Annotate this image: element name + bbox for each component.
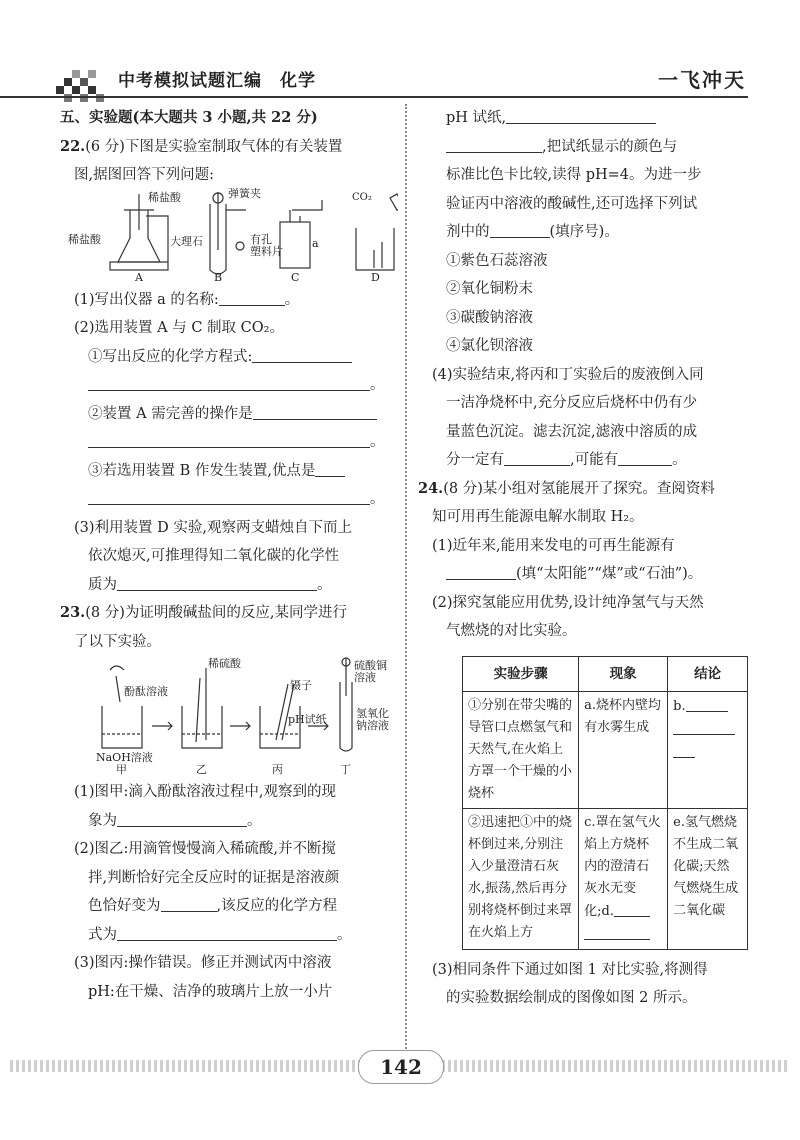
page-number: 142	[358, 1050, 444, 1084]
fig23-label-phenol: 酚酞溶液	[124, 685, 168, 698]
blank	[88, 431, 370, 448]
q24-number: 24.	[418, 479, 444, 497]
blank	[219, 289, 285, 306]
q23-part3-2: pH:在干燥、洁净的玻璃片上放一小片	[88, 983, 333, 1000]
table-cell: a.烧杯内壁均有水雾生成	[579, 691, 668, 808]
blank	[446, 136, 542, 153]
q22-part2-2: ②装置 A 需完善的操作是	[60, 400, 398, 429]
q23-part2-2: 拌,判断恰好完全反应时的证据是溶液颜	[88, 869, 340, 886]
fig22-label-C: C	[291, 270, 300, 284]
fig22-label-hcl-top: 稀盐酸	[148, 190, 181, 204]
q23-part2-3: 色恰好变为 ,该反应的化学方程	[60, 892, 398, 921]
q22-number: 22.	[60, 137, 86, 155]
fig23-label-naoh: NaOH溶液	[96, 751, 153, 764]
blank	[252, 346, 352, 363]
table-cell: c.罩在氢气火焰上方烧杯内的澄清石灰水无变化;d.	[579, 808, 668, 949]
blank	[618, 449, 672, 466]
q23-number: 23.	[60, 604, 86, 621]
q22-part2-3-cont: 。	[60, 485, 398, 514]
table-header-row	[463, 656, 748, 691]
q22-part2-3: ③若选用装置 B 作发生装置,优点是	[60, 457, 398, 486]
header-title: 中考模拟试题汇编 化学	[118, 71, 316, 91]
left-column	[60, 104, 398, 1006]
blank	[673, 741, 695, 758]
q23-part4-1: (4)实验结束,将丙和丁实验后的废液倒入同	[432, 366, 704, 383]
q23-part2-4: 式为 。	[60, 921, 398, 950]
q23-part1-2: 象为 。	[60, 807, 398, 836]
q22-part3-1: (3)利用装置 D 实验,观察两支蜡烛自下而上	[74, 519, 352, 536]
fig22-label-A: A	[135, 270, 143, 284]
blank	[584, 923, 650, 940]
fig22-label-B: B	[214, 270, 223, 284]
page-footer	[0, 1050, 800, 1086]
q23-part4-3: 量蓝色沉淀。滤去沉淀,滤液中溶质的成	[446, 423, 698, 440]
q23-experiment-figure	[60, 656, 398, 778]
q23-part4-2: 一洁净烧杯中,充分反应后烧杯中仍有少	[446, 395, 698, 411]
q24-stem-1: (8 分)某小组对氢能展开了探究。查阅资料	[443, 480, 715, 497]
blank	[446, 563, 516, 580]
fig23-label-cuso4-2: 溶液	[354, 671, 376, 684]
fig23-label-ding: 丁	[340, 763, 351, 776]
r-line-4: 验证丙中溶液的酸碱性,还可选择下列试	[446, 195, 698, 212]
blank	[673, 718, 735, 735]
blank	[117, 574, 317, 591]
blank	[686, 695, 728, 712]
blank	[614, 900, 650, 917]
table-row	[463, 808, 748, 949]
section-title: 五、实验题(本大题共 3 小题,共 22 分)	[60, 109, 318, 126]
q23-part2-1: (2)图乙:用滴管慢慢滴入稀硫酸,并不断搅	[74, 841, 337, 857]
right-column	[418, 104, 748, 1013]
blank	[504, 449, 570, 466]
blank	[506, 107, 656, 124]
q23-stem-1: (8 分)为证明酸碱盐间的反应,某同学进行	[85, 605, 347, 621]
q24-stem-2: 知可用再生能源电解水制取 H₂。	[432, 509, 644, 525]
q23-part1-1: (1)图甲:滴入酚酞溶液过程中,观察到的现	[74, 784, 337, 800]
fig23-label-cuso4-1: 硫酸铜	[354, 659, 387, 672]
option-2: ②氧化铜粉末	[446, 281, 533, 297]
blank	[490, 221, 550, 238]
table-cell: ②迅速把①中的烧杯倒过来,分别注入少量澄清石灰水,振荡,然后再分别将烧杯倒过来罩在火焰上方	[463, 808, 579, 949]
table-cell: e.氢气燃烧不生成二氧化碳;天然气燃烧生成二氧化碳	[668, 808, 748, 949]
fig22-label-marble: 大理石	[170, 234, 203, 248]
q23-stem-2: 了以下实验。	[74, 633, 161, 650]
fig22-label-hcl-left: 稀盐酸	[68, 232, 101, 246]
q22-part2: (2)选用装置 A 与 C 制取 CO₂。	[74, 320, 284, 336]
q24-part2-2: 气燃烧的对比实验。	[446, 623, 577, 639]
r-line-3: 标准比色卡比较,读得 pH=4。为进一步	[446, 167, 702, 183]
r-line-1: pH 试纸,	[418, 104, 748, 133]
q22-part3-3: 质为 。	[60, 571, 398, 600]
q22-part2-2-cont: 。	[60, 428, 398, 457]
r-line-5: 剂中的 (填序号)。	[418, 218, 748, 247]
q22-part3-2: 依次熄灭,可推理得知二氧化碳的化学性	[88, 548, 340, 564]
fig23-label-jia: 甲	[116, 763, 127, 776]
q22-stem-2: 图,据图回答下列问题:	[74, 167, 214, 183]
blank	[88, 488, 370, 505]
fig23-label-yi: 乙	[196, 763, 207, 776]
fig22-label-porous-2: 塑料片	[250, 244, 283, 258]
header-brand: 一飞冲天	[658, 68, 746, 92]
fig22-label-co2: CO₂	[352, 191, 372, 203]
fig23-label-h2so4: 稀硫酸	[208, 657, 241, 670]
fig23-label-tweezers: 镊子	[290, 679, 312, 692]
fig22-label-spring-clip: 弹簧夹	[228, 186, 261, 200]
fig23-label-bing: 丙	[272, 763, 283, 776]
fig23-label-naoh2-1: 氢氧化	[356, 707, 389, 720]
q24-part2-1: (2)探究氢能应用优势,设计纯净氢气与天然	[432, 594, 704, 611]
q22-part2-1: ①写出反应的化学方程式:	[60, 343, 398, 372]
q24-part1-2: (填“太阳能”“煤”或“石油”)。	[418, 560, 748, 589]
q22-part1: (1)写出仪器 a 的名称: 。	[60, 286, 398, 315]
q24-part3-1: (3)相同条件下通过如图 1 对比实验,将测得	[432, 961, 708, 978]
table-header-cell: 实验步骤	[463, 656, 579, 691]
table-row	[463, 691, 748, 808]
fig23-label-ph-paper: pH试纸	[288, 713, 327, 726]
blank	[117, 810, 247, 827]
q22-part2-1-cont: 。	[60, 371, 398, 400]
table-cell: b.	[668, 691, 748, 808]
r-line-2: ,把试纸显示的颜色与	[418, 133, 748, 162]
q24-part1-1: (1)近年来,能用来发电的可再生能源有	[432, 537, 675, 554]
fig22-label-D: D	[371, 270, 380, 284]
q22-apparatus-figure	[60, 186, 398, 286]
option-3: ③碳酸钠溶液	[446, 309, 533, 326]
fig22-label-a: a	[312, 236, 319, 250]
blank	[161, 895, 217, 912]
option-1: ①紫色石蕊溶液	[446, 252, 548, 269]
blank	[88, 374, 370, 391]
blank	[253, 403, 377, 420]
header-rule	[0, 96, 748, 98]
fig22-label-porous-1: 有孔	[250, 232, 272, 246]
table-header-cell: 现象	[579, 656, 668, 691]
q23-part4-4: 分一定有 ,可能有 。	[418, 446, 748, 475]
q23-part3-1: (3)图丙:操作错误。修正并测试丙中溶液	[74, 955, 332, 971]
table-header-cell: 结论	[668, 656, 748, 691]
fig23-label-naoh2-2: 钠溶液	[356, 719, 389, 732]
table-cell: ①分别在带尖嘴的导管口点燃氢气和天然气,在火焰上方罩一个干燥的小烧杯	[463, 691, 579, 808]
option-4: ④氯化钡溶液	[446, 338, 533, 354]
q24-part3-2: 的实验数据绘制成的图像如图 2 所示。	[446, 990, 697, 1006]
blank	[315, 460, 345, 477]
experiment-table	[462, 656, 748, 950]
column-divider	[405, 104, 407, 1052]
blank	[117, 924, 337, 941]
q22-stem-1: (6 分)下图是实验室制取气体的有关装置	[85, 138, 343, 155]
